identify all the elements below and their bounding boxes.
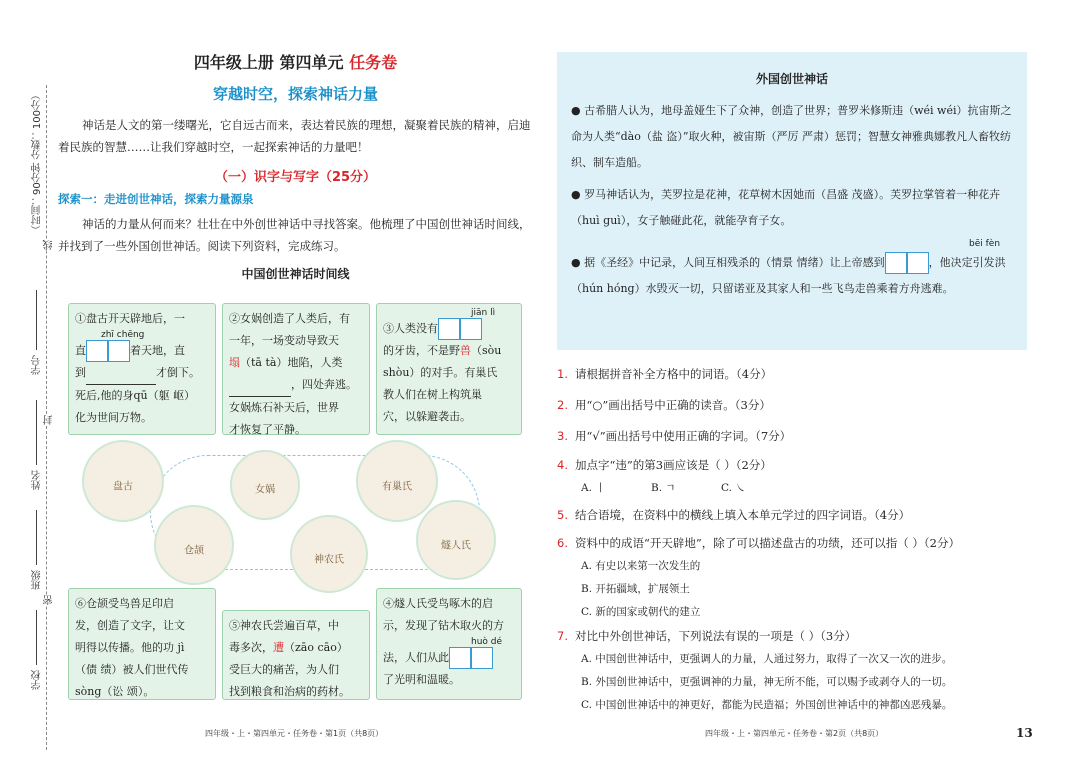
question-text: 资料中的成语“开天辟地”，除了可以描述盘古的功绩，还可以指（ ）（2分）: [575, 536, 960, 550]
answer-box[interactable]: [460, 318, 482, 340]
q6-option-b[interactable]: B. 开拓疆域，扩展领土: [581, 583, 690, 595]
seal-char-xian: 线: [44, 240, 55, 250]
card-text: 法，人们从此: [383, 651, 449, 664]
card-text: 一年，一场变动导致天: [229, 334, 339, 347]
myth-roman: ● 罗马神话认为，芙罗拉是花神，花草树木因她而（昌盛 茂盛）。芙罗拉掌管着一种花卉（huì guì），女子触碰此花，就能孕育子女。: [571, 188, 1001, 227]
q7-option-a[interactable]: A. 中国创世神话中，更强调人的力量，人通过努力，取得了一次又一次的进步。: [581, 653, 953, 665]
question-number: 2.: [557, 398, 568, 412]
figure-label: 神农氏: [314, 554, 344, 566]
question-list: [557, 366, 1027, 721]
pinyin-hint: zhī chēng: [101, 330, 145, 340]
question-6: [557, 535, 1027, 551]
myth-greek: ● 古希腊人认为，地母盖娅生下了众神，创造了世界；普罗米修斯违（wéi wéi）抗宙斯之命为人类“dào（盐 盗）”取火种，被宙斯（严厉 严肃）惩罚；智慧女神雅典娜教凡人畜牧纺织、制车造船。: [571, 104, 1012, 169]
question-number: 1.: [557, 367, 568, 381]
answer-box[interactable]: [907, 252, 929, 274]
answer-box[interactable]: [86, 340, 108, 362]
title-text: 四年级上册 第四单元: [193, 53, 350, 72]
card-text: 找到粮食和治病的药材。: [229, 685, 350, 698]
q4-option-a[interactable]: A. 丨: [581, 482, 606, 494]
info-box-title: 外国创世神话: [755, 72, 828, 86]
card-text: ②女娲创造了人类后，有: [229, 312, 350, 325]
illustration-youchao: [356, 440, 438, 522]
myth-text: ● 据《圣经》中记录，人间互相残杀的（情景 情绪）让上帝感到: [571, 256, 885, 269]
pinyin-hint: jiān lì: [471, 308, 496, 318]
fill-line-banji[interactable]: [36, 510, 37, 565]
card-text: 明得以传播。他的功 jì: [75, 641, 185, 654]
figure-label: 盘古: [113, 481, 133, 493]
question-text: 加点字“违”的第3画应该是（ ）（2分）: [575, 458, 772, 472]
pinyin-hint: bēi fèn: [969, 239, 1001, 249]
binding-margin: [0, 40, 55, 720]
q7-option-c[interactable]: C. 中国创世神话中的神更好，都能为民造福；外国创世神话中的神都凶恶残暴。: [581, 699, 953, 711]
timeline-card-shennong: [222, 610, 370, 700]
title-red-text: 任务卷: [349, 53, 398, 72]
q7-option-b[interactable]: B. 外国创世神话中，更强调神的力量，神无所不能，可以赐予或剥夺人的一切。: [581, 676, 953, 688]
card-text: （sòu: [471, 344, 502, 357]
left-page: [58, 45, 533, 282]
card-text: 女娲炼石补天后，世界: [229, 401, 339, 414]
label-xuexiao: 学校: [32, 670, 43, 690]
question-number: 7.: [557, 629, 568, 643]
question-text: 用“√”画出括号中使用正确的字词。（7分）: [575, 429, 792, 443]
timeline-title: 中国创世神话时间线: [241, 267, 350, 281]
card-text: 才倒下。: [156, 366, 200, 379]
pinyin-hint: huò dé: [471, 637, 503, 647]
timeline-card-cangjie: [68, 588, 216, 700]
fill-line-xuexiao[interactable]: [36, 610, 37, 665]
question-text: 用“○”画出括号中正确的读音。（3分）: [575, 398, 771, 412]
question-number: 3.: [557, 429, 568, 443]
card-text: 穴，以躲避袭击。: [383, 410, 471, 423]
card-text: 受巨大的痛苦，为人们: [229, 663, 339, 676]
q6-option-a[interactable]: A. 有史以来第一次发生的: [581, 560, 701, 572]
card-text: 直: [75, 344, 86, 357]
question-3: [557, 428, 1027, 444]
myth-bible: [571, 250, 1013, 302]
right-page: [557, 52, 1027, 350]
q4-option-b[interactable]: B. ㄱ: [651, 482, 676, 494]
page-subtitle: 穿越时空，探索神话力量: [212, 85, 378, 103]
figure-label: 燧人氏: [441, 540, 471, 552]
card-text: 发，创造了文字，让文: [75, 619, 185, 632]
card-text: 教人们在树上构筑巢: [383, 388, 482, 401]
question-text: 请根据拼音补全方格中的词语。（4分）: [575, 367, 773, 381]
card-text: ⑥仓颉受鸟兽足印启: [75, 597, 174, 610]
card-text: （tā tà）地陷，人类: [240, 356, 343, 369]
card-text: shòu）的对手。有巢氏: [383, 366, 498, 379]
illustration-pangu: [82, 440, 164, 522]
label-banji: 班级: [32, 570, 43, 590]
task-paragraph: 神话的力量从何而来？壮壮在中外创世神话中寻找答案。他梳理了中国创世神话时间线，并找到了一些外国创世神话。阅读下列资料，完成练习。: [58, 217, 531, 253]
intro-paragraph: 神话是人文的第一缕曙光，它自远古而来，表达着民族的理想，凝聚着民族的精神，启迪着民族的智慧……让我们穿越时空，一起探索神话的力量吧！: [58, 118, 531, 154]
illustration-suiren: [416, 500, 496, 580]
illustration-shennong: [290, 515, 368, 593]
card-text: 毒多次，: [229, 641, 273, 654]
figure-label: 有巢氏: [382, 481, 412, 493]
answer-box[interactable]: [471, 647, 493, 669]
page-title: [58, 50, 533, 73]
q6-option-c[interactable]: C. 新的国家或朝代的建立: [581, 606, 701, 618]
label-xuehao: 学号: [32, 355, 43, 375]
card-text: ④燧人氏受鸟啄木的启: [383, 597, 493, 610]
card-text: ，四处奔逃。: [291, 378, 357, 391]
fill-blank[interactable]: [86, 362, 156, 385]
fill-line-xingming[interactable]: [36, 400, 37, 465]
question-number: 4.: [557, 458, 568, 472]
question-text: 对比中外创世神话，下列说法有误的一项是（ ）（3分）: [575, 629, 857, 643]
seal-char-feng: 封: [44, 415, 55, 425]
seal-char-mi: 密: [44, 595, 55, 605]
card-text: sòng（讼 颂）。: [75, 685, 155, 698]
timeline-card-nuwa: [222, 303, 370, 435]
myth-text: ，他决定引发洪（hún hóng）水毁灭一切，只留诺亚及其家人和一些飞鸟走兽乘着方舟逃难。: [571, 256, 1006, 295]
figure-label: 女娲: [255, 484, 275, 496]
question-text: 结合语境，在资料中的横线上填入本单元学过的四字词语。（4分）: [575, 508, 911, 522]
card-text: ③人类没有: [383, 322, 438, 335]
question-1: [557, 366, 1027, 382]
question-5: [557, 507, 1027, 523]
question-7: [557, 628, 1027, 644]
question-number: 5.: [557, 508, 568, 522]
label-xingming: 姓名: [32, 470, 43, 490]
fill-blank[interactable]: [229, 374, 291, 397]
card-text: ①盘古开天辟地后，一: [75, 312, 185, 325]
footer-left: 四年级・上・第四单元・任务卷・第1页（共8页）: [205, 729, 384, 738]
figure-label: 仓颉: [184, 545, 204, 557]
footer-right: 四年级・上・第四单元・任务卷・第2页（共8页）: [705, 729, 884, 738]
card-text: 的牙齿，不是野: [383, 344, 460, 357]
answer-box[interactable]: [449, 647, 471, 669]
dotted-char: 兽: [460, 344, 471, 357]
card-text: ⑤神农氏尝遍百草，中: [229, 619, 339, 632]
dotted-char: 遭: [273, 641, 284, 654]
fill-line-xuehao[interactable]: [36, 290, 37, 350]
card-text: 化为世间万物。: [75, 411, 152, 424]
time-score-note: （时间：90分钟 分数：100分）: [32, 90, 43, 235]
card-text: 着天地，直: [130, 344, 185, 357]
card-text: 示，发现了钻木取火的方: [383, 619, 504, 632]
card-text: 死后,他的身qū（躯 岖）: [75, 389, 196, 402]
explore-heading: 探索一：走进创世神话，探索力量源泉: [58, 192, 254, 206]
timeline-card-pangu: [68, 303, 216, 435]
page-number: 13: [1016, 726, 1033, 740]
dotted-char: 塌: [229, 356, 240, 369]
timeline-card-youchao: [376, 303, 522, 435]
card-text: 到: [75, 366, 86, 379]
illustration-nuwa: [230, 450, 300, 520]
card-text: （zāo cāo）: [284, 641, 348, 654]
answer-box[interactable]: [438, 318, 460, 340]
q4-option-c[interactable]: C. ㇏: [721, 482, 746, 494]
question-number: 6.: [557, 536, 568, 550]
card-text: （债 绩）被人们世代传: [75, 663, 189, 676]
illustration-cangjie: [154, 505, 234, 585]
card-text: 了光明和温暖。: [383, 673, 460, 686]
foreign-myths-box: [557, 52, 1027, 350]
timeline-card-suiren: [376, 588, 522, 700]
question-4: [557, 457, 1027, 473]
answer-box[interactable]: [108, 340, 130, 362]
question-2: [557, 397, 1027, 413]
card-text: 才恢复了平静。: [229, 423, 306, 436]
answer-box[interactable]: [885, 252, 907, 274]
section-heading: （一）识字与写字（25分）: [214, 170, 377, 185]
